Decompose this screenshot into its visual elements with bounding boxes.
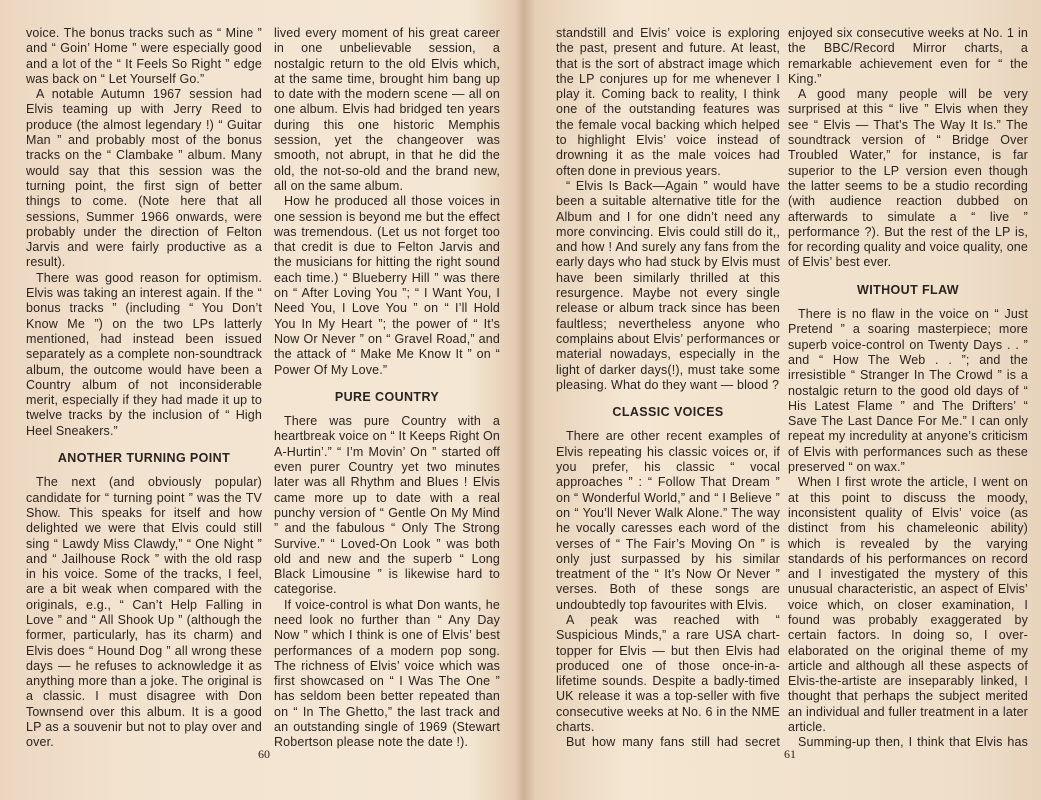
paragraph: The next (and obviously popular) candidate for “ turning point ” was the TV Show. This speaks for itself and how delighted we were that Elvis could still sing “ Lawdy Miss Clawdy,” “ One Night ” and “ Jailhouse Rock ” with the old rasp in his voice. Some of the tracks, I feel, are a bit weak when compared with the originals, e.g., “ Can’t Help Falling in Love ” and “ All Shook Up ” (although the former, particularly, has its charm) and Elvis does “ Hound Dog ” all wrong these days — he refuses to acknowledge it as anything more than a joke. The original is a classic. I must disagree with Don Townsend over this album. It is a good LP as a souvenir but not to play over and over. [26, 475, 262, 750]
paragraph: There was good reason for optimism. Elvis was taking an interest again. If the “ bonus tracks ” (including “ You Don’t Know Me ”) on the two LPs latterly mentioned, had instead been issued separately as a complete non-soundtrack album, the outcome would have been a Country album of not inconsiderable merit, especially if they had made it up to twelve tracks by the inclusion of “ High Heel Sneakers.” [26, 270, 262, 438]
paragraph: standstill and Elvis’ voice is exploring the past, present and future. At least, that is the sort of abstract image which the LP conjures up for me whenever I play it. Coming back to reality, I think one of the outstanding features was the female vocal backing which helped to highlight Elvis’ voice instead of drowning it as the male voices had often done in previous years. [556, 26, 780, 178]
left-page-column-2 [274, 26, 500, 751]
paragraph: There are other recent examples of Elvis repeating his classic voices or, if you prefer, his classic “ vocal approaches ” : “ Follow That Dream ” on “ Wonderful World,” and “ I Believe ” on “ You’ll Never Walk Alone.” The way he vocally caresses each word of the verses of “ The Fair’s Moving On ” is only just surpassed by his similar treatment of the “ It’s Now Or Never ” verses. Both of these songs are undoubtedly top favourites with Elvis. [556, 429, 780, 612]
paragraph: A good many people will be very surprised at this “ live ” Elvis when they see “ Elvis — That’s The Way It Is.” The soundtrack version of “ Bridge Over Troubled Water,” for instance, is far superior to the LP version even though the latter seems to be a studio recording (with audience reaction dubbed on afterwards to simulate a “ live ” performance ?). But the rest of the LP is, for recording quality and voice quality, one of Elvis’ best ever. [788, 87, 1028, 270]
paragraph: “ Elvis Is Back—Again ” would have been a suitable alternative title for the Album and I for one didn’t need any more convincing. Elvis could still do it,, and how ! And surely any fans from the early days who had stuck by Elvis must have been similarly thrilled at this resurgence. Maybe not every single release or album track since has been faultless; nevertheless anyone who complains about Elvis’ performances or material nowadays, especially in the light of darker days(!), must take some pleasing. What do they want — blood ? [556, 178, 780, 392]
paragraph: There was pure Country with a heartbreak voice on “ It Keeps Right On A-Hurtin’.” “ I’m Movin’ On ” started off even purer Country yet two minutes later was all Rhythm and Blues ! Elvis came more up to date with a real punchy version of “ Gentle On My Mind ” and the fabulous “ Only The Strong Survive.” “ Loved-On Look ” was both old and new and the superb “ Long Black Limousine ” is likewise hard to categorise. [274, 414, 500, 597]
paragraph: If voice-control is what Don wants, he need look no further than “ Any Day Now ” which I think is one of Elvis’ best performances of a modern pop song. The richness of Elvis’ voice which was first showcased on “ I Was The One ” has seldom been better repeated than on “ In The Ghetto,” the last track and an outstanding single of 1969 (Stewart Robertson please note the date !). [274, 597, 500, 750]
right-page [548, 26, 1036, 796]
right-page-column-2 [788, 26, 1028, 751]
page-number: 61 [784, 747, 796, 761]
paragraph: Summing-up then, I think that Elvis has [798, 735, 1028, 750]
left-page-column-1 [26, 26, 262, 751]
paragraph: enjoyed six consecutive weeks at No. 1 in the BBC/Record Mirror charts, a remarkable achievement even for “ the King.” [788, 26, 1028, 86]
paragraph: A notable Autumn 1967 session had Elvis teaming up with Jerry Reed to produce (the almost legendary !) “ Guitar Man ” and probably most of the bonus tracks on the “ Clambake ” album. Many would say that this session was the turning point, the first sign of better things to come. (Note here that all sessions, Summer 1966 onwards, were probably under the direction of Felton Jarvis and were fairly productive as a result). [26, 87, 262, 270]
paragraph: A peak was reached with “ Suspicious Minds,” a rare USA chart-topper for Elvis — but then Elvis had produced one of those once-in-a-lifetime sounds. Despite a badly-timed UK release it was a top-seller with five consecutive weeks at No. 6 in the NME charts. [556, 612, 780, 735]
paragraph: When I first wrote the article, I went on at this point to discuss the moody, inconsistent quality of Elvis’ voice (as distinct from his chameleonic ability) which is revealed by the varying standards of his performances on record and I investigated the mystery of this unusual characteristic, an aspect of Elvis’ voice which, on closer examination, I found was probably exaggerated by certain factors. In doing so, I over-elaborated on the original theme of my article and although all these aspects of Elvis-the-artiste are inseparably linked, I thought that perhaps the subject merited an individual and fuller treatment in a later article. [788, 475, 1028, 735]
paragraph: How he produced all those voices in one session is beyond me but the effect was tremendous. (Let us not forget too that credit is due to Felton Jarvis and the musicians for hitting the right sound each time.) “ Blueberry Hill ” was there on “ After Loving You ”; “ I Want You, I Need You, I Love You ” on “ I’ll Hold You In My Heart ”; the power of “ It’s Now Or Never ” on “ Gravel Road,” and the attack of “ Make Me Know It ” on “ Power Of My Love.” [274, 194, 500, 377]
section-heading: PURE COUNTRY [334, 389, 440, 404]
paragraph: lived every moment of his great career in one unbelievable session, a nostalgic return to the old Elvis which, at the same time, brought him bang up to date with the modern scene — all on one album. Elvis had bridged ten years during this one historic Memphis session, yet the changeover was smooth, not abrupt, in that he did the old, the not-so-old and the brand new, all on the same album. [274, 26, 500, 193]
right-page-column-1 [556, 26, 780, 751]
paragraph: voice. The bonus tracks such as “ Mine ” and “ Goin’ Home ” were especially good and a lot of the “ It Feels So Right ” edge was back on “ Let Yourself Go.” [26, 26, 262, 86]
page-number: 60 [258, 747, 270, 761]
section-heading: WITHOUT FLAW [857, 282, 959, 297]
paragraph: But how many fans still had secret [566, 735, 780, 750]
left-page [6, 26, 506, 796]
section-heading: CLASSIC VOICES [612, 405, 724, 420]
paragraph: There is no flaw in the voice on “ Just Pretend ” a soaring masterpiece; more superb voice-control on Twenty Days . . ” and “ How The Web . . ”; and the irresistible “ Stranger In The Crowd ” is a nostalgic return to the good old days of “ His Latest Flame ” and The Drifters’ “ Save The Last Dance For Me.” I can only repeat my incredulity at anyone’s criticism of Elvis with performances such as these preserved “ on wax.” [788, 307, 1028, 475]
section-heading: ANOTHER TURNING POINT [57, 451, 231, 466]
